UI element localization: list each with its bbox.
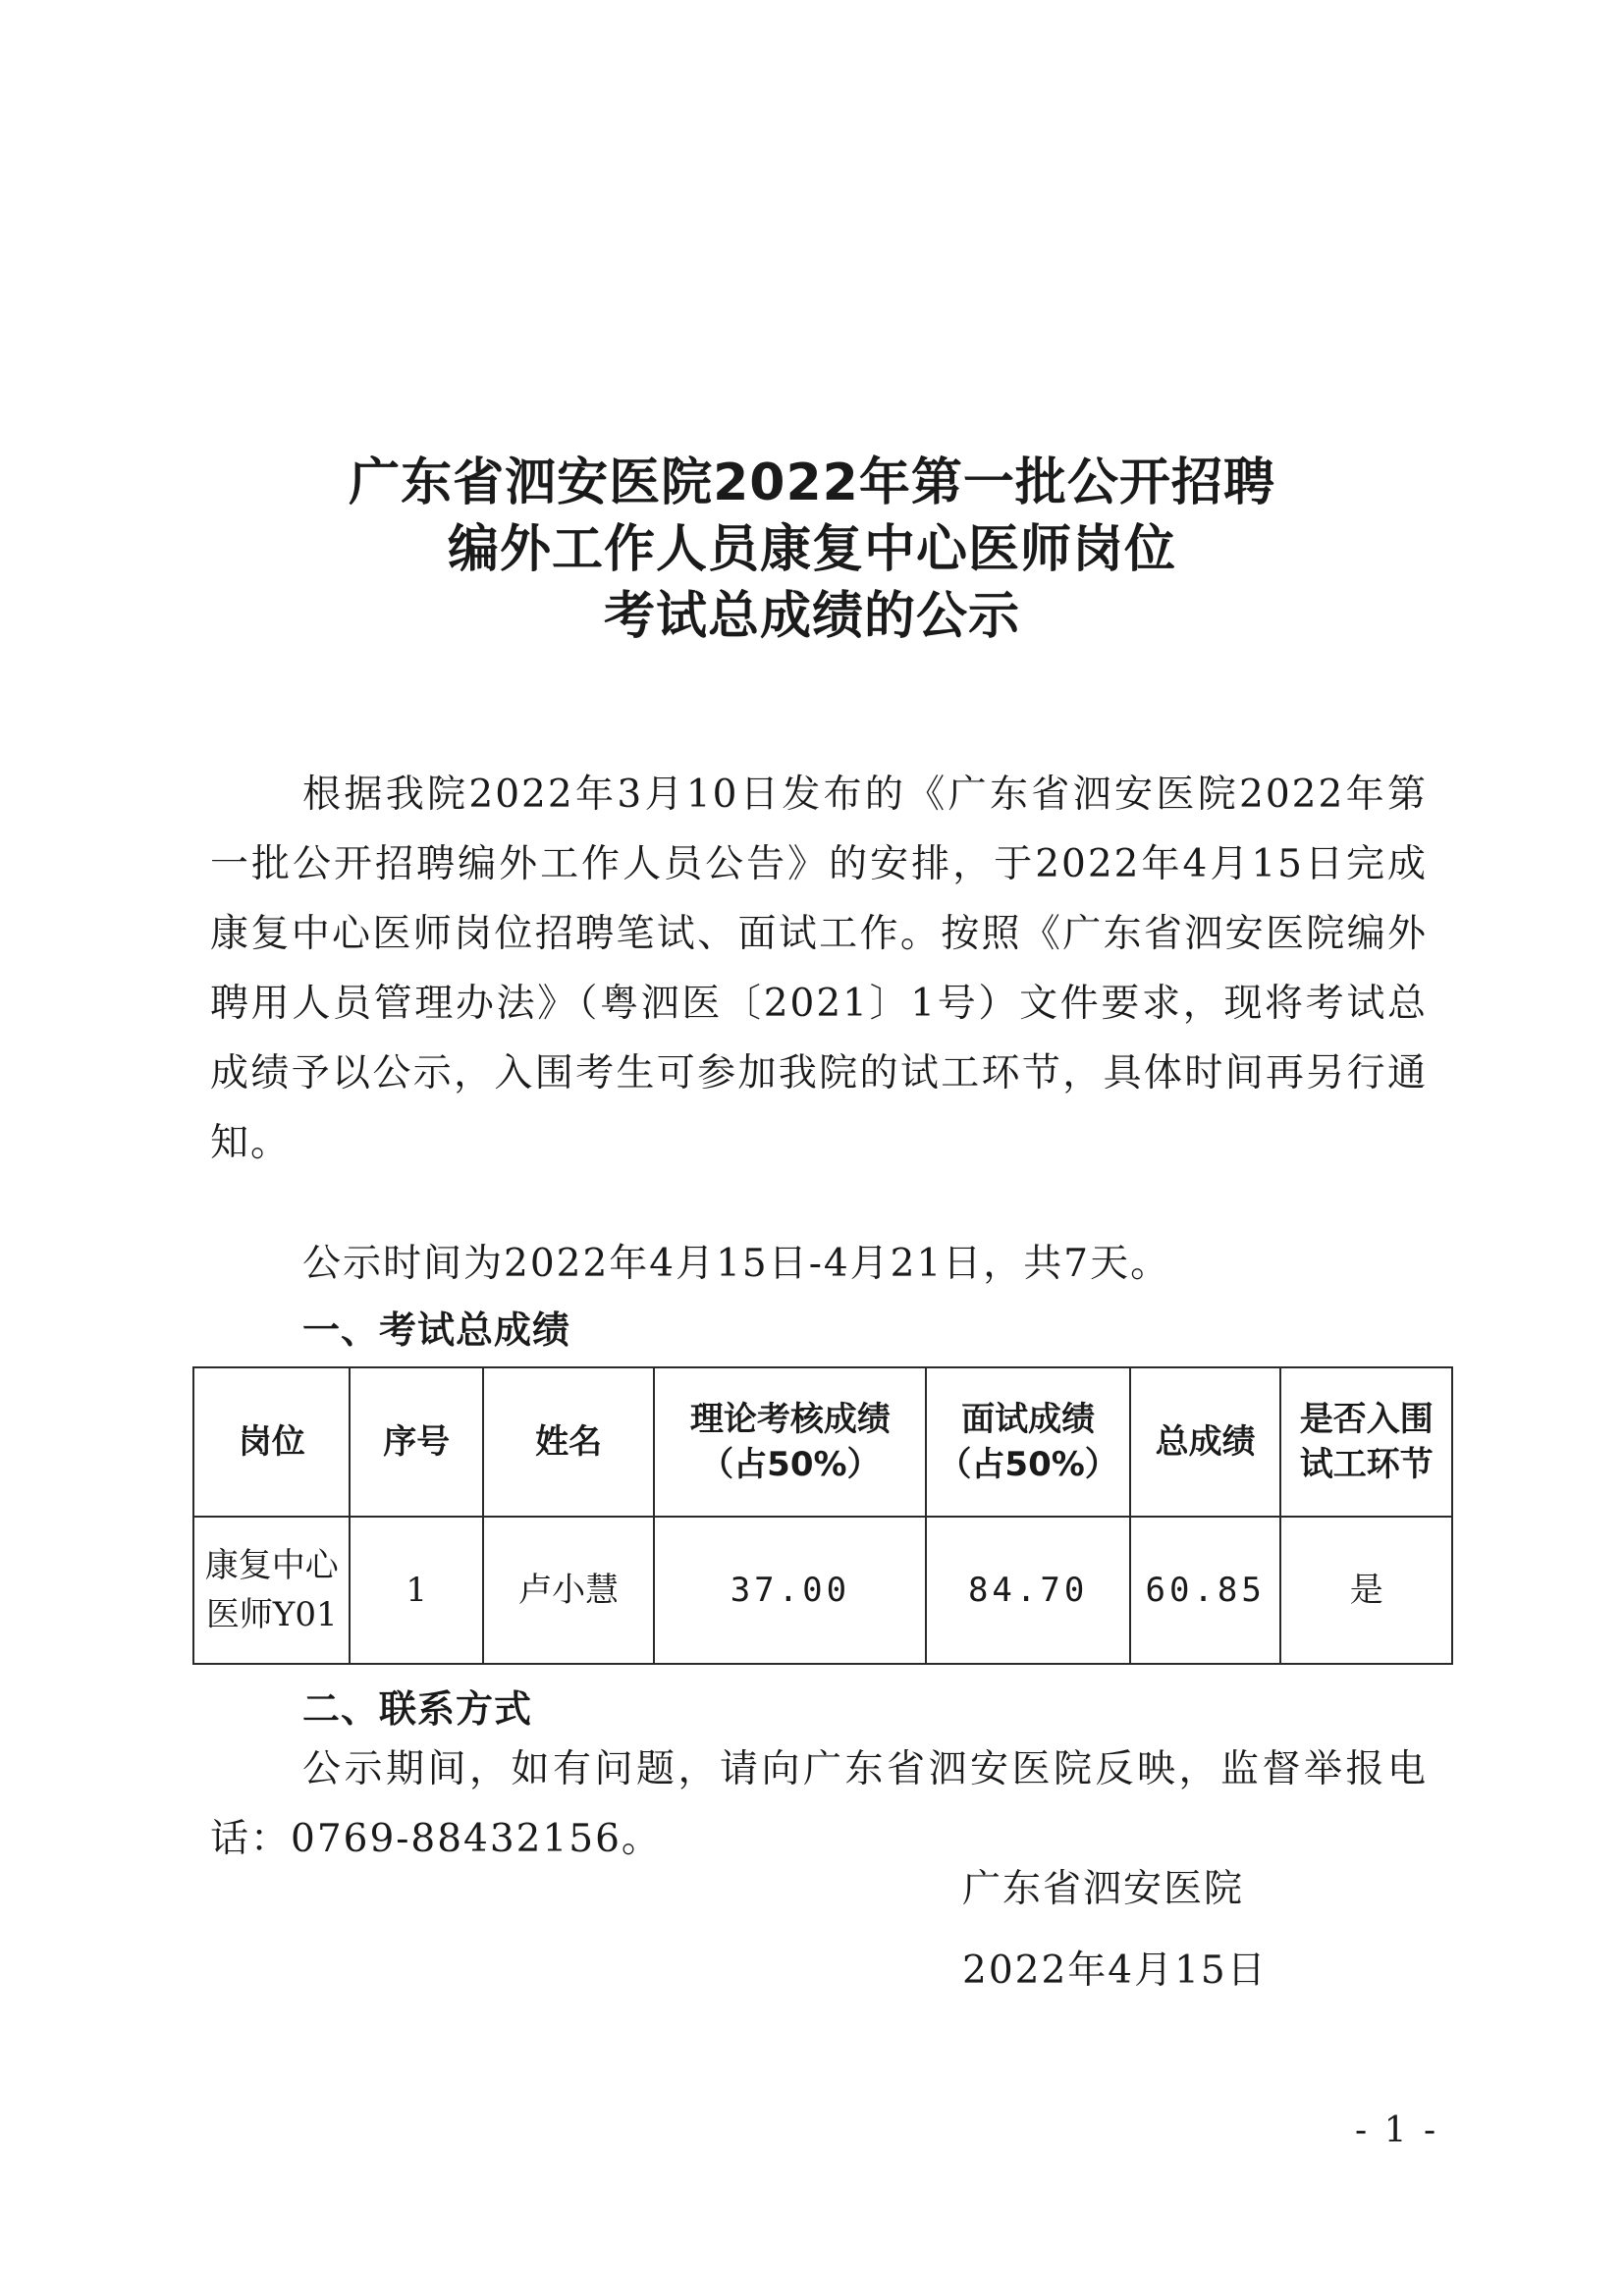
header-interview-score: 面试成绩（占50%）: [926, 1367, 1130, 1517]
cell-theory-score: 37.00: [654, 1517, 926, 1664]
scores-heading: 一、考试总成绩: [302, 1308, 571, 1352]
header-theory-score: 理论考核成绩（占50%）: [654, 1367, 926, 1517]
period-paragraph: 公示时间为2022年4月15日-4月21日，共7天。: [302, 1242, 1171, 1286]
header-name: 姓名: [483, 1367, 655, 1517]
scores-table: [192, 1366, 1453, 1665]
header-number: 序号: [350, 1367, 482, 1517]
signature-date: 2022年4月15日: [962, 1949, 1268, 1993]
title-line-1: 广东省泗安医院2022年第一批公开招聘: [349, 454, 1275, 512]
contact-heading: 二、联系方式: [302, 1687, 533, 1731]
cell-name: 卢小慧: [483, 1517, 655, 1664]
document-title: [0, 450, 1624, 650]
page-number: - 1 -: [1355, 2110, 1439, 2151]
cell-number: 1: [350, 1517, 482, 1664]
contact-paragraph: 公示期间，如有问题，请向广东省泗安医院反映，监督举报电话：0769-88432156。: [210, 1747, 1428, 1861]
table-header-row: [193, 1367, 1452, 1517]
header-position: 岗位: [193, 1367, 350, 1517]
intro-paragraph: 根据我院2022年3月10日发布的《广东省泗安医院2022年第一批公开招聘编外工作人员公告》的安排，于2022年4月15日完成康复中心医师岗位招聘笔试、面试工作。按照《广东省泗安医院编外聘用人员管理办法》（粤泗医〔2021〕1号）文件要求，现将考试总成绩予以公示，入围考生可参加我院的试工环节，具体时间再另行通知。: [210, 773, 1428, 1165]
cell-shortlisted: 是: [1280, 1517, 1452, 1664]
title-line-3: 考试总成绩的公示: [603, 587, 1020, 646]
cell-interview-score: 84.70: [926, 1517, 1130, 1664]
title-line-2: 编外工作人员康复中心医师岗位: [447, 520, 1176, 579]
cell-position: 康复中心医师Y01: [193, 1517, 350, 1664]
header-shortlisted: 是否入围试工环节: [1280, 1367, 1452, 1517]
cell-total-score: 60.85: [1130, 1517, 1280, 1664]
table-row: [193, 1517, 1452, 1664]
header-total-score: 总成绩: [1130, 1367, 1280, 1517]
signature-org: 广东省泗安医院: [962, 1867, 1245, 1911]
